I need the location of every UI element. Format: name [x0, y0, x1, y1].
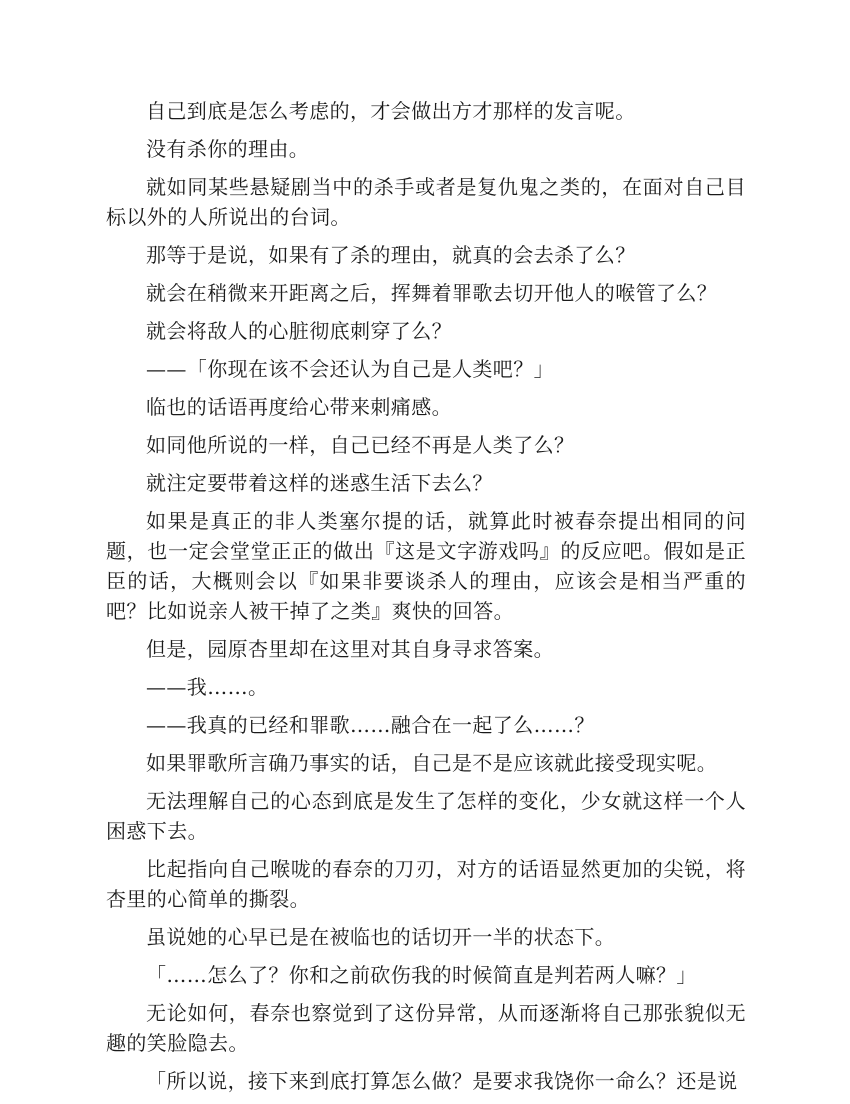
paragraph: ——我真的已经和罪歌……融合在一起了么……？: [146, 713, 595, 737]
paragraph: 就如同某些悬疑剧当中的杀手或者是复仇鬼之类的，在面对自己目标以外的人所说出的台词。: [106, 175, 746, 229]
paragraph: 「……怎么了？你和之前砍伤我的时候简直是判若两人嘛？」: [146, 963, 697, 987]
paragraph: 如果罪歌所言确乃事实的话，自己是不是应该就此接受现实呢。: [146, 751, 718, 775]
paragraph: 临也的话语再度给心带来刺痛感。: [146, 395, 452, 419]
paragraph: 没有杀你的理由。: [146, 137, 310, 161]
paragraph: 但是，园原杏里却在这里对其自身寻求答案。: [146, 637, 554, 661]
paragraph: 如果是真正的非人类塞尔提的话，就算此时被春奈提出相同的问题，也一定会堂堂正正的做出『这是文字游戏吗』的反应吧。假如是正臣的话，大概则会以『如果非要谈杀人的理由，应该会是相当严重的吧？比如说亲人被干掉了之类』爽快的回答。: [106, 509, 746, 623]
paragraph: 就会将敌人的心脏彻底刺穿了么？: [146, 319, 452, 343]
paragraph: 「所以说，接下来到底打算怎么做？是要求我饶你一命么？还是说: [146, 1069, 738, 1093]
document-body: [106, 96, 746, 1104]
paragraph: 自己到底是怎么考虑的，才会做出方才那样的发言呢。: [146, 99, 636, 123]
paragraph: 无法理解自己的心态到底是发生了怎样的变化，少女就这样一个人困惑下去。: [106, 789, 746, 843]
paragraph: ——「你现在该不会还认为自己是人类吧？」: [146, 357, 554, 381]
paragraph: ——我……。: [146, 675, 269, 699]
paragraph: 就注定要带着这样的迷惑生活下去么？: [146, 471, 493, 495]
paragraph: 无论如何，春奈也察觉到了这份异常，从而逐渐将自己那张貌似无趣的笑脸隐去。: [106, 1001, 746, 1055]
paragraph: 就会在稍微来开距离之后，挥舞着罪歌去切开他人的喉管了么？: [146, 281, 718, 305]
paragraph: 那等于是说，如果有了杀的理由，就真的会去杀了么？: [146, 243, 636, 267]
paragraph: 比起指向自己喉咙的春奈的刀刃，对方的话语显然更加的尖锐，将杏里的心简单的撕裂。: [106, 857, 746, 911]
paragraph: 如同他所说的一样，自己已经不再是人类了么？: [146, 433, 575, 457]
paragraph: 虽说她的心早已是在被临也的话切开一半的状态下。: [146, 925, 616, 949]
